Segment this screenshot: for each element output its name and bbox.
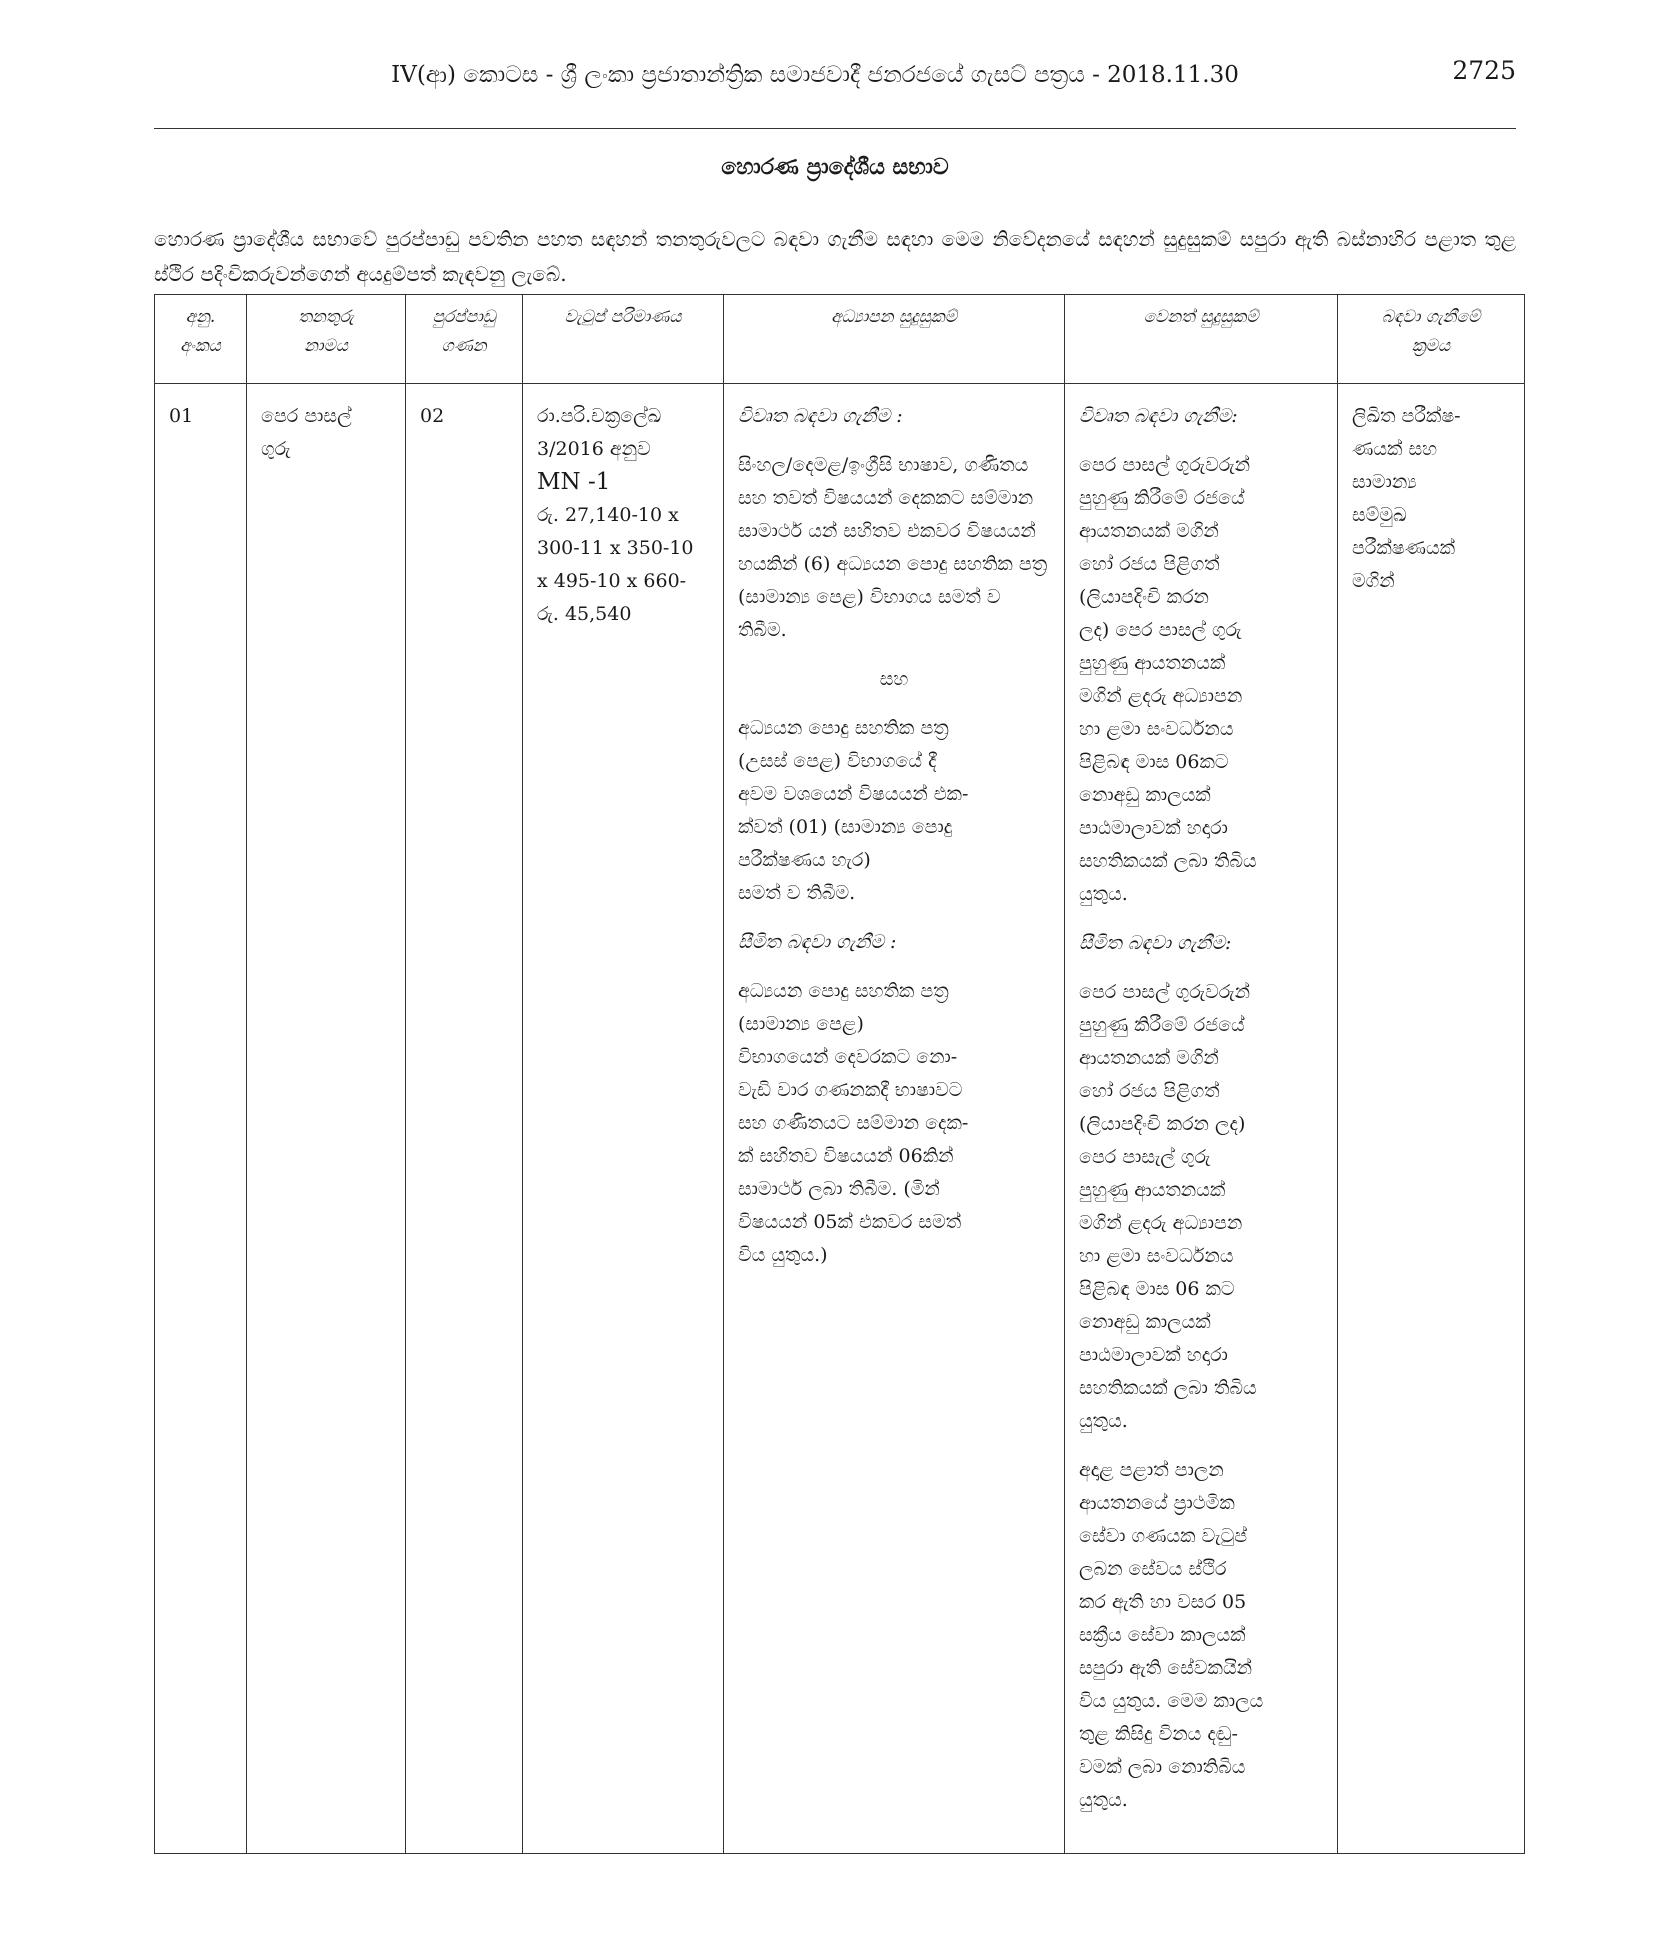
header-serial-no: අනු. අංකය [155,295,247,384]
recruitment-method: ලිඛිත පරීක්ෂ- ණයක් සහ සාමාන්‍ය සම්මුඛ පරීක්ෂණයක් මගින් [1352,405,1461,592]
header-post-name: තනතුරු නාමය [247,295,406,384]
page-header [154,56,1516,96]
vacancy-count: 02 [420,405,445,427]
salary-circular: රා.පරි.චක්‍රලේඛ 3/2016 අනුව [537,405,662,460]
header-divider [154,128,1516,129]
post-name: පෙර පාසල් ගුරු [261,405,352,460]
cell-educational-qualifications [724,384,1065,1854]
cell-vacancies [406,384,523,1854]
education-open-text: සිංහල/දෙමළ/ඉංග්‍රීසි භාෂාව, ගණිතය සහ තවත් විෂයයන් දෙකකට සම්මාන සාමාර්ථ යන් සහිතව එකවර විෂයයන් හයකින් (6) අධ්‍යයන පොදු සහතික පත්‍ර (සාමාන්‍ය පෙළ) විභාගය සමත් ව තිබීම. [738,454,1048,641]
header-educational-qualifications: අධ්‍යාපන සුදුසුකම් [724,295,1065,384]
education-open-heading: විවෘත බඳවා ගැනීම : [738,405,903,427]
page-number: 2725 [1452,56,1516,85]
header-vacancies: පුරප්පාඩු ගණන [406,295,523,384]
salary-code: MN -1 [537,469,611,495]
table-header-row [155,295,1525,384]
table-row [155,384,1525,1854]
other-limited-text: පෙර පාසල් ගුරුවරුන් පුහුණු කිරීමේ රජයේ ආයතනයක් මගින් හෝ රජය පිළිගත් (ලියාපදිංචි කරන ලද) පෙර පාසැල් ගුරු පුහුණු ආයතනයක් මගින් ළදරු අධ්‍යාපන හා ළමා සංවර්ධනය පිළිබඳ මාස 06 කට නොඅඩු කාලයක් පාඨමාලාවක් හදාරා සහතිකයක් ලබා තිබිය යුතුය. [1079,981,1257,1432]
education-and: සහ [879,668,909,690]
document-title: හොරණ ප්‍රාදේශීය සභාව [721,154,949,180]
education-limited-heading: සීමිත බඳවා ගැනීම : [738,931,897,953]
other-open-text: පෙර පාසල් ගුරුවරුන් පුහුණු කිරීමේ රජයේ ආයතනයක් මගින් හෝ රජය පිළිගත් (ලියාපදිංචි කරන ලද) පෙර පාසල් ගුරු පුහුණු ආයතනයක් මගින් ළදරු අධ්‍යාපන හා ළමා සංවර්ධනය පිළිබඳ මාස 06කට නොඅඩු කාලයක් පාඨමාලාවක් හදාරා සහතිකයක් ලබා තිබිය යුතුය. [1079,454,1257,905]
other-service-text: අදාළ පළාත් පාලන ආයතනයේ ප්‍රාථමික සේවා ගණයක වැටුප් ලබන සේවය ස්ථිර කර ඇති හා වසර 05 සක්‍රීය සේවා කාලයක් සපුරා ඇති සේවකයින් විය යුතුය. මෙම කාලය තුළ කිසිදු විනය දඬු- වමක් ලබා නොතිබිය යුතුය. [1079,1459,1264,1811]
other-limited-heading: සීමිත බඳවා ගැනීම: [1079,932,1232,954]
education-open-text-2: අධ්‍යයන පොදු සහතික පත්‍ර (උසස් පෙළ) විභාගයේ දී අවම වශයෙන් විෂයයන් එක- ක්වත් (01) (සාමාන්‍ය පොදු පරීක්ෂණය හැර) සමත් ව තිබීම. [738,717,969,904]
header-recruitment-method: බඳවා ගැනීමේ ක්‍රමය [1338,295,1525,384]
cell-recruitment-method [1338,384,1525,1854]
cell-serial-no [155,384,247,1854]
cell-post-name [247,384,406,1854]
salary-steps: රු. 27,140-10 x 300-11 x 350-10 x 495-10 x 660- රු. 45,540 [537,504,694,625]
gazette-header-title: IV(ආ) කොටස - ශ්‍රී ලංකා ප්‍රජාතාන්ත්‍රික සමාජවාදී ජනරජයේ ගැසට් පත්‍රය - 2018.11.30 [391,62,1239,88]
header-other-qualifications: වෙනත් සුදුසුකම් [1065,295,1338,384]
cell-other-qualifications [1065,384,1338,1854]
header-salary-scale: වැටුප් පරිමාණය [523,295,724,384]
vacancy-table [154,294,1525,1854]
cell-salary-scale [523,384,724,1854]
education-limited-text: අධ්‍යයන පොදු සහතික පත්‍ර (සාමාන්‍ය පෙළ) විභාගයෙන් දෙවරකට නො- වැඩි වාර ගණනකදී භාෂාවට සහ ගණිතයට සම්මාන දෙක- ක් සහිතව විෂයයන් 06කින් සාමාර්ථ ලබා තිබීම. (මින් විෂයයන් 05ක් එකවර සමත් විය යුතුය.) [738,980,969,1266]
intro-paragraph: හොරණ ප්‍රාදේශීය සභාවේ පුරප්පාඩු පවතින පහත සඳහන් තනතුරුවලට බඳවා ගැනීම සඳහා මෙම නිවේදනයේ සඳහන් සුදුසුකම් සපුරා ඇති බස්නාහිර පළාත තුළ ස්ථිර පදිංචිකරුවන්ගෙන් අයදුම්පත් කැඳවනු ලැබේ. [154,227,1516,286]
serial-no: 01 [169,405,194,427]
other-open-heading: විවෘත බඳවා ගැනීම: [1079,405,1238,427]
